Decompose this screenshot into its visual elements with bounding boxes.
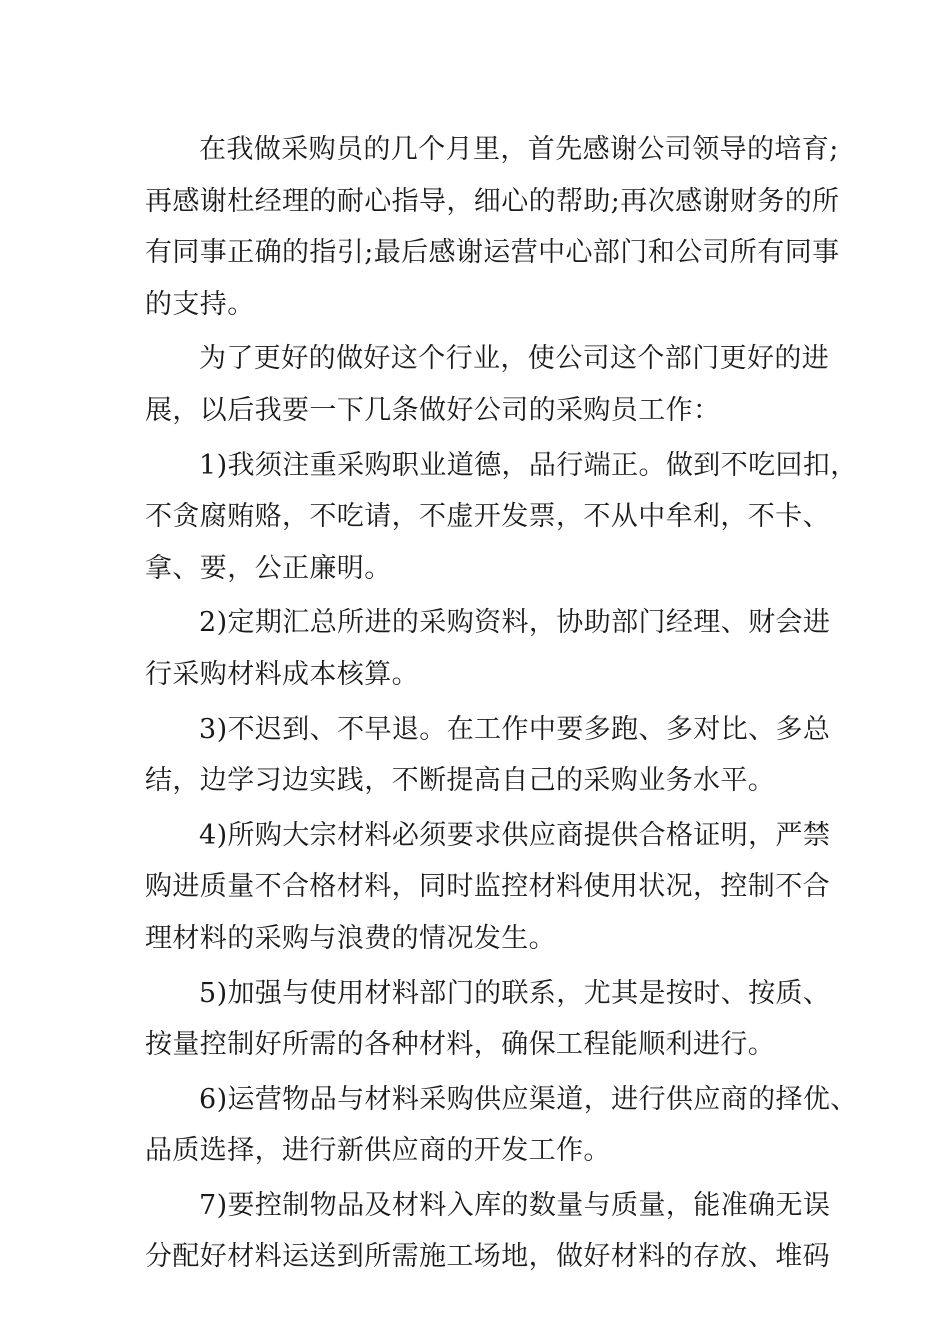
paragraph-gratitude — [145, 124, 840, 330]
text-line: 4)所购大宗材料必须要求供应商提供合格证明，严禁 — [199, 819, 831, 851]
text-line: 购进质量不合格材料，同时监控材料使用状况，控制不合 — [145, 871, 830, 903]
text-line: 拿、要，公正廉明。 — [145, 552, 392, 584]
text-line: 1)我须注重采购职业道德，品行端正。做到不吃回扣， — [199, 449, 858, 481]
text-line: 分配好材料运送到所需施工场地，做好材料的存放、堆码 — [145, 1241, 830, 1273]
text-line: 行采购材料成本核算。 — [145, 658, 419, 690]
list-item-3 — [145, 704, 831, 807]
list-item-4 — [145, 810, 831, 965]
paragraph-intro — [145, 333, 830, 436]
text-line: 按量控制好所需的各种材料，确保工程能顺利进行。 — [145, 1029, 776, 1061]
text-line: 理材料的采购与浪费的情况发生。 — [145, 922, 556, 954]
text-line: 3)不迟到、不早退。在工作中要多跑、多对比、多总 — [199, 713, 831, 745]
text-line: 展，以后我要一下几条做好公司的采购员工作： — [145, 394, 721, 426]
text-line: 的支持。 — [145, 288, 255, 320]
document-body — [145, 124, 858, 1286]
text-line: 7)要控制物品及材料入库的数量与质量，能准确无误 — [199, 1189, 831, 1221]
list-item-1 — [145, 440, 858, 595]
text-line: 为了更好的做好这个行业，使公司这个部门更好的进 — [199, 343, 830, 375]
list-item-2 — [145, 597, 831, 700]
text-line: 有同事正确的指引;最后感谢运营中心部门和公司所有同事 — [145, 237, 840, 269]
text-line: 5)加强与使用材料部门的联系，尤其是按时、按质、 — [199, 977, 831, 1009]
text-line: 再感谢杜经理的耐心指导，细心的帮助;再次感谢财务的所 — [145, 185, 840, 217]
text-line: 2)定期汇总所进的采购资料，协助部门经理、财会进 — [199, 607, 831, 639]
list-item-6 — [145, 1074, 858, 1177]
text-line: 品质选择，进行新供应商的开发工作。 — [145, 1135, 611, 1167]
list-item-7 — [145, 1180, 831, 1283]
text-line: 在我做采购员的几个月里，首先感谢公司领导的培育; — [199, 134, 839, 165]
text-line: 6)运营物品与材料采购供应渠道，进行供应商的择优、 — [199, 1083, 858, 1115]
list-item-5 — [145, 968, 831, 1071]
text-line: 不贪腐贿赂，不吃请，不虚开发票，不从中牟利，不卡、 — [145, 501, 830, 533]
text-line: 结，边学习边实践，不断提高自己的采购业务水平。 — [145, 765, 776, 797]
